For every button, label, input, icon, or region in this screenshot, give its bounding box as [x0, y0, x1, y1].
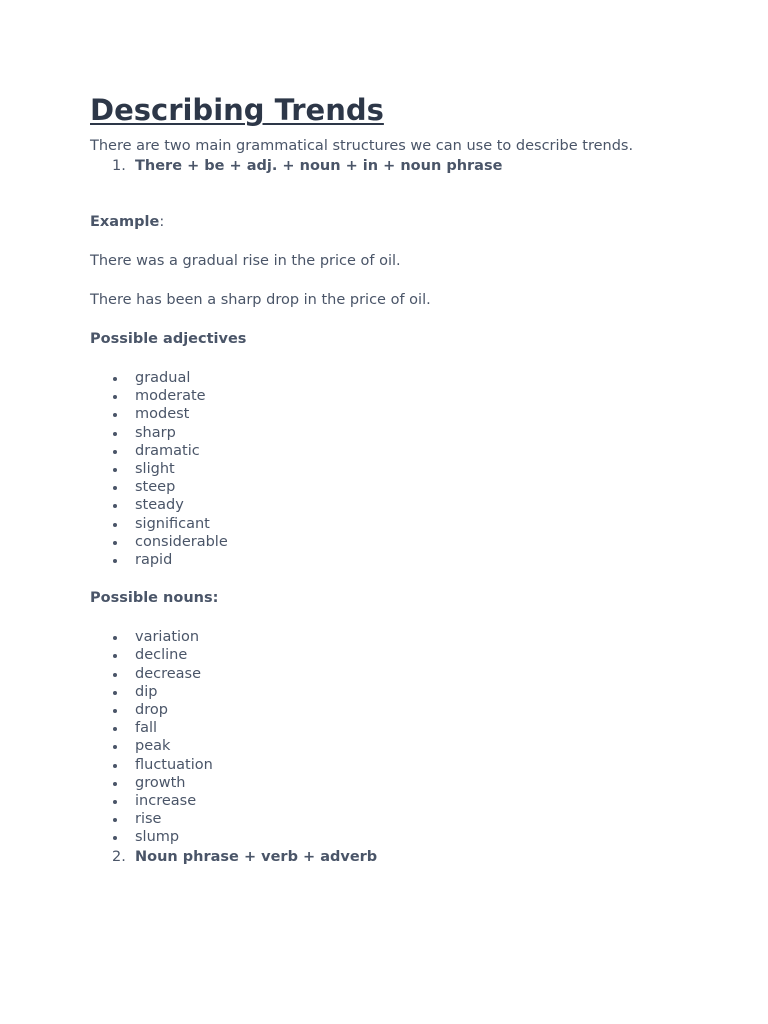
structure-1-item: [90, 156, 730, 176]
list-item: fluctuation: [90, 756, 730, 774]
list-item: increase: [90, 792, 730, 810]
document-page: [90, 92, 730, 867]
list-item: modest: [90, 405, 730, 423]
list-item: decline: [90, 646, 730, 664]
structure-1-number: 1.: [112, 158, 126, 174]
list-item: decrease: [90, 665, 730, 683]
list-item: slump: [90, 828, 730, 846]
structure-1-list: [90, 156, 730, 176]
list-item: steady: [90, 496, 730, 514]
list-item: dip: [90, 683, 730, 701]
list-item: variation: [90, 628, 730, 646]
adjectives-heading: Possible adjectives: [90, 331, 247, 347]
list-item: peak: [90, 737, 730, 755]
intro-paragraph: There are two main grammatical structures we can use to describe trends.: [90, 138, 634, 154]
example-colon: :: [159, 214, 165, 230]
list-item: significant: [90, 515, 730, 533]
list-item: steep: [90, 478, 730, 496]
example-label-text: Example: [90, 214, 160, 230]
list-item: considerable: [90, 533, 730, 551]
list-item: rise: [90, 810, 730, 828]
list-item: slight: [90, 460, 730, 478]
adjectives-list: [90, 369, 730, 569]
list-item: drop: [90, 701, 730, 719]
structure-1-text: There + be + adj. + noun + in + noun phrase: [135, 158, 503, 174]
list-item: rapid: [90, 551, 730, 569]
structure-2-text: Noun phrase + verb + adverb: [135, 848, 378, 865]
list-item: growth: [90, 774, 730, 792]
structure-2-item: [90, 847, 730, 867]
list-item: gradual: [90, 369, 730, 387]
structure-2-number: 2.: [112, 848, 126, 865]
example-sentence-1: There was a gradual rise in the price of oil.: [90, 253, 401, 269]
list-item: fall: [90, 719, 730, 737]
nouns-list: [90, 628, 730, 846]
list-item: dramatic: [90, 442, 730, 460]
example-sentence-2: There has been a sharp drop in the price of oil.: [90, 292, 431, 308]
list-item: moderate: [90, 387, 730, 405]
nouns-heading: Possible nouns:: [90, 590, 219, 607]
structure-2-list: [90, 847, 730, 867]
page-title: Describing Trends: [90, 93, 384, 127]
example-label: [90, 212, 730, 232]
list-item: sharp: [90, 424, 730, 442]
